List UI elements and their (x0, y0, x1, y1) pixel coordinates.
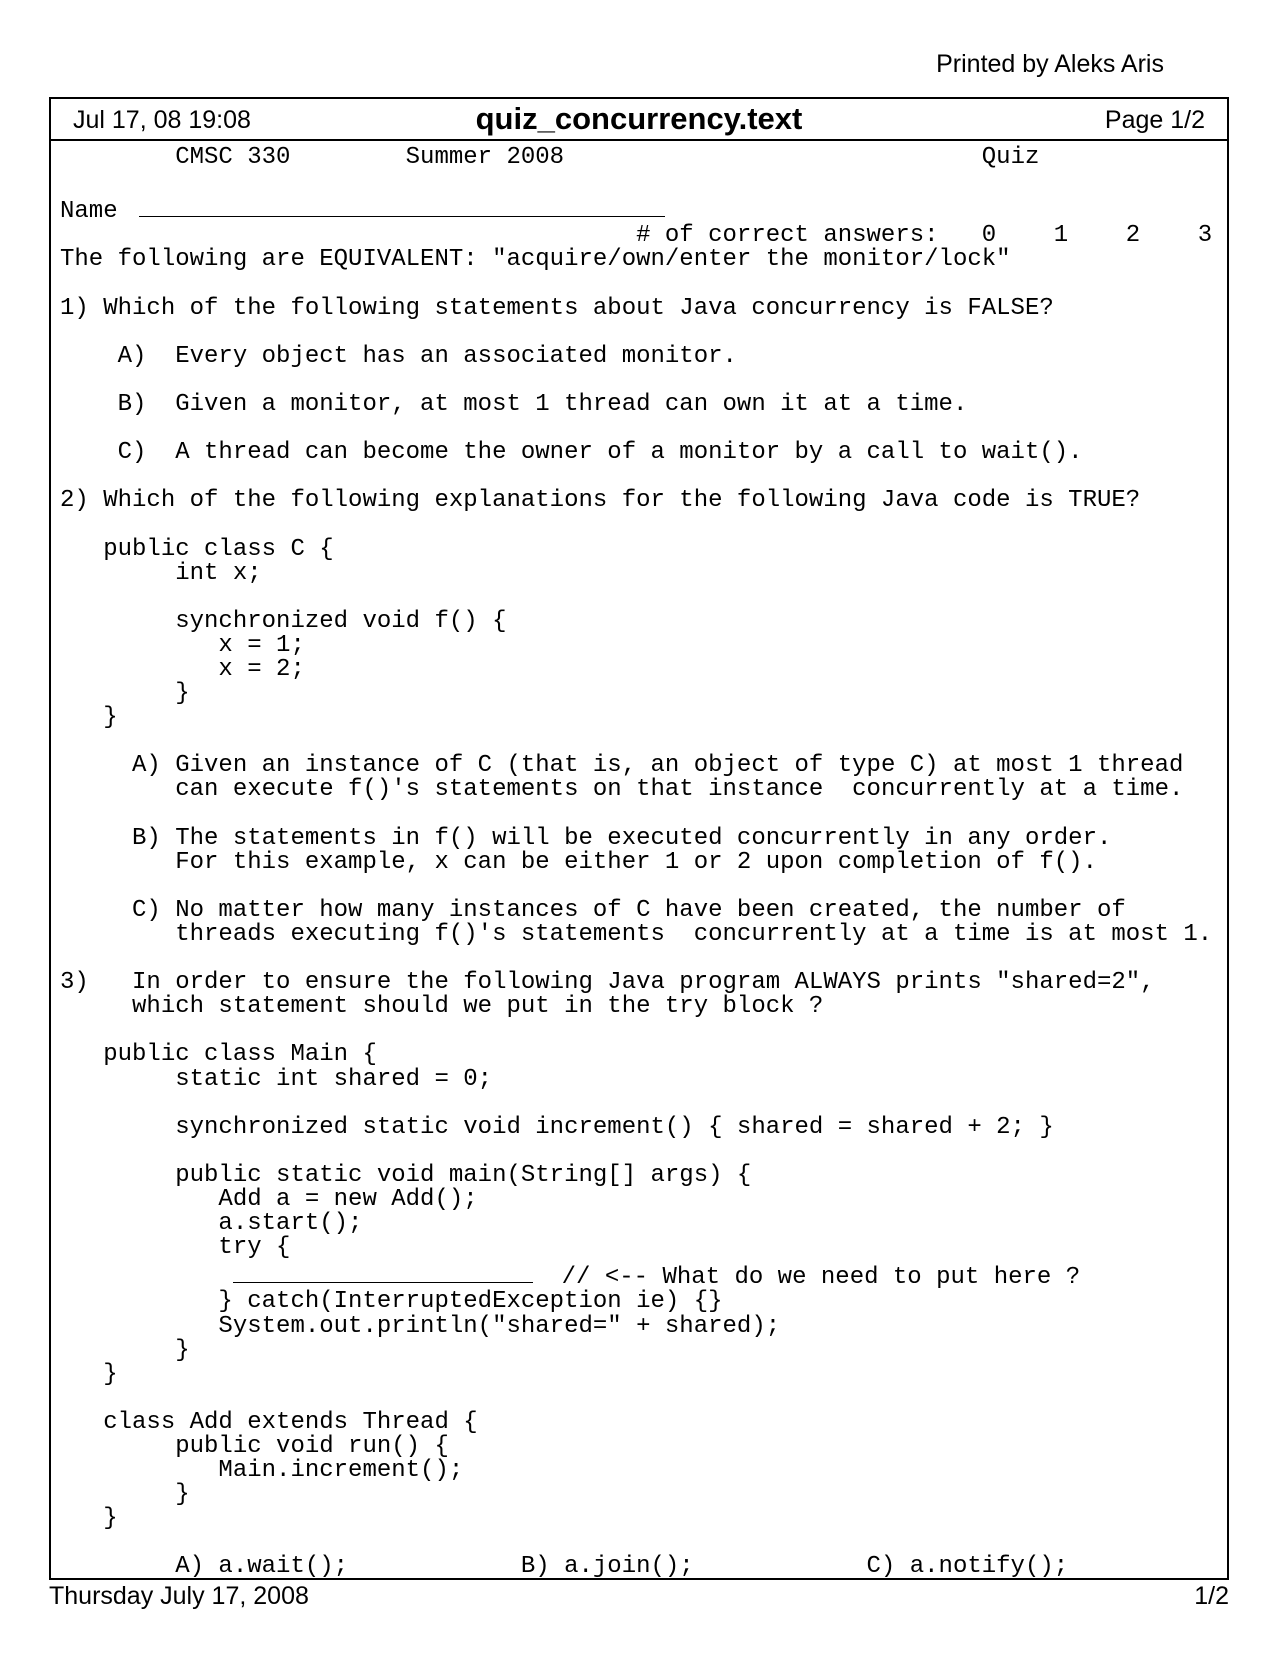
q2-code-line: } (60, 680, 190, 708)
equivalence-note: The following are EQUIVALENT: "acquire/own/enter the monitor/lock" (60, 246, 1011, 274)
q2-code-line: public class C { (60, 535, 334, 563)
q2-code-line: x = 2; (60, 655, 305, 683)
q3-code-line: } (60, 1505, 118, 1533)
file-title: quiz_concurrency.text (475, 101, 803, 136)
q2-code-line: synchronized void f() { (60, 607, 507, 635)
name-field[interactable] (139, 194, 665, 217)
q2-code-line: x = 1; (60, 631, 305, 659)
page-frame (49, 97, 1229, 1580)
q1-option-c: C) A thread can become the owner of a monitor by a call to wait(). (117, 439, 1083, 467)
q2-code-line: } (60, 704, 118, 732)
q3-code-line: try { (60, 1234, 291, 1262)
question-2: 2) Which of the following explanations for the following Java code is TRUE? (60, 487, 1141, 515)
q2-option-b-line2: For this example, x can be either 1 or 2 upon completion of f(). (132, 848, 1097, 876)
q3-code-line: class Add extends Thread { (60, 1408, 478, 1436)
printed-by: Printed by Aleks Aris (936, 50, 1164, 78)
q2-code-line: int x; (60, 559, 262, 587)
q2-option-b-line1: B) The statements in f() will be executed concurrently in any order. (132, 824, 1112, 852)
q3-code-line: } (60, 1360, 118, 1388)
q3-code-line: Add a = new Add(); (60, 1186, 478, 1214)
course-code: CMSC 330 (175, 144, 291, 171)
header-page-number: Page 1/2 (1104, 106, 1205, 134)
q3-code-line: static int shared = 0; (60, 1065, 493, 1093)
q2-option-a-line2: can execute f()'s statements on that instance concurrently at a time. (132, 776, 1184, 804)
quiz-content (60, 146, 1212, 1580)
question-3-line1: 3) In order to ensure the following Java program ALWAYS prints "shared=2", (60, 969, 1155, 997)
q3-code-line: Main.increment(); (60, 1457, 464, 1485)
term: Summer 2008 (405, 144, 565, 171)
q1-option-a: A) Every object has an associated monitor. (117, 342, 737, 370)
q3-options: A) a.wait(); B) a.join(); C) a.notify(); (60, 1553, 1069, 1581)
q3-code-line: synchronized static void increment() { shared = shared + 2; } (60, 1113, 1054, 1141)
q2-option-a-line1: A) Given an instance of C (that is, an object of type C) at most 1 thread (132, 752, 1184, 780)
footer-date: Thursday July 17, 2008 (49, 1582, 309, 1610)
q3-code-line: } (60, 1336, 190, 1364)
question-1: 1) Which of the following statements about Java concurrency is FALSE? (60, 294, 1054, 322)
q3-code-line: public void run() { (60, 1432, 449, 1460)
answer-blank[interactable] (233, 1260, 533, 1283)
question-3-line2: which statement should we put in the try block ? (60, 993, 824, 1021)
course-header-line (60, 144, 1039, 171)
footer-page-number: 1/2 (1194, 1582, 1229, 1610)
q3-code-line: a.start(); (60, 1210, 363, 1238)
q2-option-c-line1: C) No matter how many instances of C have been created, the number of (132, 896, 1126, 924)
q1-option-b: B) Given a monitor, at most 1 thread can own it at a time. (117, 390, 968, 418)
q3-code-line: public static void main(String[] args) { (60, 1161, 752, 1189)
q3-code-line: } catch(InterruptedException ie) {} (60, 1288, 723, 1316)
name-label: Name (60, 198, 118, 226)
q3-code-line: } (60, 1481, 190, 1509)
q3-code-line: System.out.println("shared=" + shared); (60, 1312, 781, 1340)
page-header (51, 99, 1227, 141)
blank-comment: // <-- What do we need to put here ? (561, 1264, 1081, 1292)
header-date: Jul 17, 08 19:08 (73, 106, 251, 134)
correct-answers-tally: # of correct answers: 0 1 2 3 (636, 222, 1213, 250)
quiz-label: Quiz (981, 144, 1040, 171)
q3-code-line: public class Main { (60, 1041, 377, 1069)
q2-option-c-line2: threads executing f()'s statements concurrently at a time is at most 1. (132, 921, 1213, 948)
